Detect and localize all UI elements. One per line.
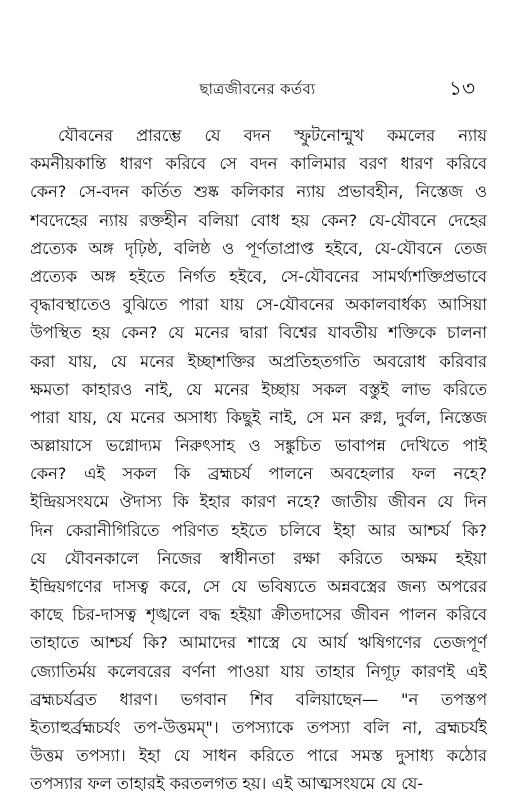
text-line: কেন? সে-বদন কর্তিত শুষ্ক কলিকার ন্যায় প্রভাবহীন, নিস্তেজ ও — [30, 182, 487, 202]
text-line: বৃদ্ধাবস্থাতেও বুঝিতে পারা যায় সে-যৌবনের অকালবার্ধক্য আসিয়া — [30, 295, 487, 315]
text-line: করা যায়, যে মনের ইচ্ছাশক্তির অপ্রতিহতগতি অবরোধ করিবার — [30, 351, 487, 371]
page-number: ১৩ — [449, 76, 475, 100]
text-line: প্রত্যেক অঙ্গ দৃঢ়িষ্ঠ, বলিষ্ঠ ও পূর্ণতাপ্রাপ্ত হইবে, যে-যৌবনে তেজ — [30, 238, 487, 258]
text-line: জ্যোতির্ময় কলেবরের বর্ণনা পাওয়া যায় তাহার নিগূঢ় কারণই এই — [30, 661, 487, 681]
text-line: পারা যায়, যে মনের অসাধ্য কিছুই নাই, সে মন রুগ্ন, দুর্বল, নিস্তেজ — [30, 407, 487, 427]
text-line: দিন কেরানীগিরিতে পরিণত হইতে চলিবে ইহা আর আশ্চর্য কি? — [30, 520, 487, 540]
text-line: ব্রহ্মচর্যব্রত ধারণ। ভগবান শিব বলিয়াছেন— "ন তপস্তপ — [30, 689, 487, 709]
text-line: ইন্দ্রিয়গণের দাসত্ব করে, সে যে ভবিষ্যতে অন্নবস্ত্রের জন্য অপরের — [30, 577, 487, 596]
text-line: কেন? এই সকল কি ব্রহ্মচর্য পালনে অবহেলার ফল নহে? — [30, 464, 487, 484]
text-line: কমনীয়কান্তি ধারণ করিবে সে বদন কালিমার বরণ ধারণ করিবে — [30, 154, 487, 174]
text-line: অল্লায়াসে ভগ্নোদ্যম নিরুৎসাহ ও সঙ্কুচিত ভাবাপন্ন দেখিতে পাই — [30, 436, 487, 456]
text-line: তপস্যার ফল তাহারই করতলগত হয়। এই আত্মসংযমে যে যে- — [30, 774, 424, 794]
text-line: যৌবনের প্রারম্ভে যে বদন স্ফুটনোন্মুখ কমলের ন্যায় — [58, 126, 487, 145]
text-line: যে যৌবনকালে নিজের স্বাধীনতা রক্ষা করিতে অক্ষম হইয়া — [30, 548, 487, 568]
text-line: কাছে চির-দাসত্ব শৃঙ্খলে বদ্ধ হইয়া ক্রীতদাসের জীবন পালন করিবে — [30, 605, 487, 625]
body-text — [30, 122, 487, 799]
text-line: ক্ষমতা কাহারও নাই, যে মনের ইচ্ছায় সকল বস্তুই লাভ করিতে — [30, 379, 487, 399]
text-line: শবদেহের ন্যায় রক্তহীন বলিয়া বোধ হয় কেন? যে-যৌবনে দেহের — [30, 210, 487, 230]
running-title: ছাত্রজীবনের কর্তব্য — [199, 80, 316, 98]
text-line: ইত্যাহুর্ব্রহ্মচর্যং তপ-উত্তমম্"। তপস্যাকে তপস্যা বলি না, ব্রহ্মচর্যই — [30, 717, 487, 737]
text-line: ইন্দ্রিয়সংযমে ঔদাস্য কি ইহার কারণ নহে? জাতীয় জীবন যে দিন — [30, 492, 487, 512]
text-line: প্রত্যেক অঙ্গ হইতে নির্গত হইবে, সে-যৌবনের সামর্থ্যশক্তিপ্রভাবে — [30, 266, 487, 286]
text-line: উত্তম তপস্যা। ইহা যে সাধন করিতে পারে সমস্ত দুসাধ্য কঠোর — [30, 746, 487, 766]
text-line: উপস্থিত হয় কেন? যে মনের দ্বারা বিশ্বের যাবতীয় শক্তিকে চালনা — [30, 323, 487, 343]
text-line: তাহাতে আশ্চর্য কি? আমাদের শাস্ত্রে যে আর্য ঋষিগণের তেজপূর্ণ — [30, 633, 487, 653]
